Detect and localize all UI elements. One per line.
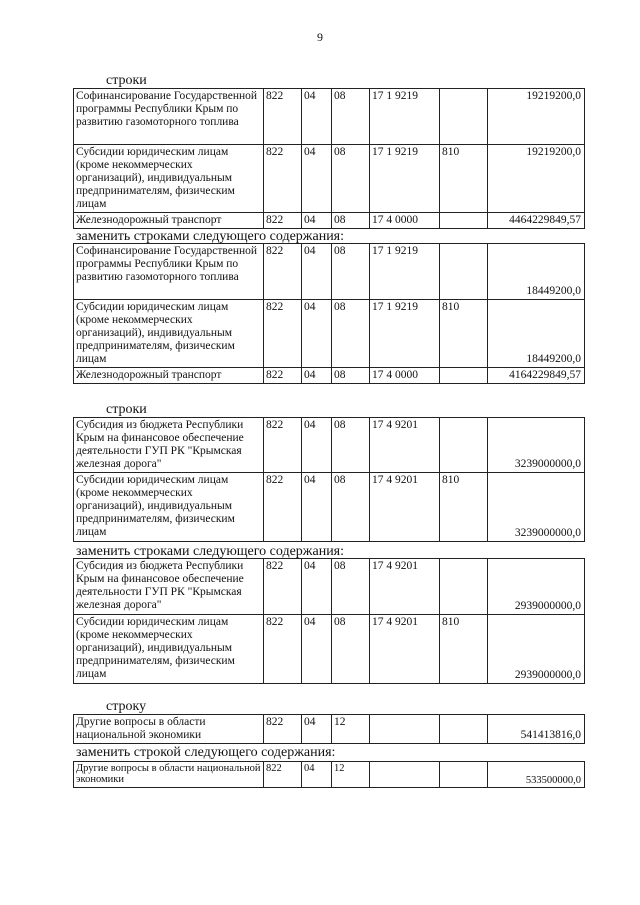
amount: 2939000000,0 bbox=[488, 559, 585, 615]
department-code: 822 bbox=[264, 213, 302, 229]
subsection-code: 08 bbox=[332, 473, 370, 542]
amount: 533500000,0 bbox=[488, 762, 585, 788]
table-row bbox=[74, 213, 585, 229]
target-article-code: 17 4 0000 bbox=[370, 368, 440, 384]
item-name: Субсидия из бюджета Республики Крым на финансовое обеспечение деятельности ГУП РК "Крымская железная дорога" bbox=[74, 559, 264, 615]
expense-type-code bbox=[440, 244, 488, 300]
department-code: 822 bbox=[264, 762, 302, 788]
section-label: строку bbox=[106, 699, 147, 714]
item-name: Субсидии юридическим лицам (кроме некоммерческих организаций), индивидуальным предпринимателям, физическим лицам bbox=[74, 300, 264, 368]
subsection-code: 08 bbox=[332, 615, 370, 684]
subsection-code: 08 bbox=[332, 89, 370, 145]
amount: 4464229849,57 bbox=[488, 213, 585, 229]
department-code: 822 bbox=[264, 368, 302, 384]
amount: 4164229849,57 bbox=[488, 368, 585, 384]
amount: 3239000000,0 bbox=[488, 473, 585, 542]
expense-type-code: 810 bbox=[440, 615, 488, 684]
amount: 2939000000,0 bbox=[488, 615, 585, 684]
section-code: 04 bbox=[302, 715, 332, 744]
expense-type-code: 810 bbox=[440, 300, 488, 368]
expense-type-code bbox=[440, 89, 488, 145]
expense-type-code: 810 bbox=[440, 145, 488, 213]
subsection-code: 08 bbox=[332, 300, 370, 368]
target-article-code: 17 4 0000 bbox=[370, 213, 440, 229]
budget-table bbox=[73, 761, 585, 788]
expense-type-code bbox=[440, 418, 488, 473]
table-row bbox=[74, 300, 585, 368]
section-code: 04 bbox=[302, 244, 332, 300]
target-article-code bbox=[370, 715, 440, 744]
section-code: 04 bbox=[302, 368, 332, 384]
item-name: Софинансирование Государственной программы Республики Крым по развитию газомоторного топлива bbox=[74, 89, 264, 145]
table-row bbox=[74, 559, 585, 615]
section-code: 04 bbox=[302, 559, 332, 615]
expense-type-code: 810 bbox=[440, 473, 488, 542]
department-code: 822 bbox=[264, 615, 302, 684]
item-name: Субсидии юридическим лицам (кроме некоммерческих организаций), индивидуальным предпринимателям, физическим лицам bbox=[74, 145, 264, 213]
target-article-code: 17 4 9201 bbox=[370, 559, 440, 615]
expense-type-code bbox=[440, 368, 488, 384]
table-row bbox=[74, 615, 585, 684]
amount: 18449200,0 bbox=[488, 244, 585, 300]
target-article-code: 17 1 9219 bbox=[370, 300, 440, 368]
section-code: 04 bbox=[302, 418, 332, 473]
budget-table bbox=[73, 88, 585, 229]
subsection-code: 08 bbox=[332, 244, 370, 300]
target-article-code: 17 4 9201 bbox=[370, 615, 440, 684]
section-code: 04 bbox=[302, 145, 332, 213]
item-name: Железнодорожный транспорт bbox=[74, 213, 264, 229]
department-code: 822 bbox=[264, 418, 302, 473]
table-row bbox=[74, 473, 585, 542]
department-code: 822 bbox=[264, 89, 302, 145]
subsection-code: 12 bbox=[332, 715, 370, 744]
table-row bbox=[74, 89, 585, 145]
amount: 19219200,0 bbox=[488, 89, 585, 145]
expense-type-code bbox=[440, 559, 488, 615]
subsection-code: 08 bbox=[332, 559, 370, 615]
table-row bbox=[74, 244, 585, 300]
section-label: заменить строками следующего содержания: bbox=[76, 544, 345, 559]
department-code: 822 bbox=[264, 473, 302, 542]
item-name: Железнодорожный транспорт bbox=[74, 368, 264, 384]
subsection-code: 08 bbox=[332, 145, 370, 213]
department-code: 822 bbox=[264, 145, 302, 213]
expense-type-code bbox=[440, 715, 488, 744]
amount: 18449200,0 bbox=[488, 300, 585, 368]
table-row bbox=[74, 418, 585, 473]
section-code: 04 bbox=[302, 762, 332, 788]
department-code: 822 bbox=[264, 300, 302, 368]
expense-type-code bbox=[440, 762, 488, 788]
department-code: 822 bbox=[264, 244, 302, 300]
amount: 3239000000,0 bbox=[488, 418, 585, 473]
target-article-code: 17 1 9219 bbox=[370, 244, 440, 300]
item-name: Субсидии юридическим лицам (кроме некоммерческих организаций), индивидуальным предпринимателям, физическим лицам bbox=[74, 615, 264, 684]
section-code: 04 bbox=[302, 473, 332, 542]
subsection-code: 08 bbox=[332, 368, 370, 384]
item-name: Другие вопросы в области национальной экономики bbox=[74, 715, 264, 744]
section-label: заменить строкой следующего содержания: bbox=[76, 745, 336, 760]
section-label: строки bbox=[106, 73, 147, 88]
subsection-code: 08 bbox=[332, 213, 370, 229]
amount: 541413816,0 bbox=[488, 715, 585, 744]
budget-table bbox=[73, 243, 585, 384]
section-code: 04 bbox=[302, 213, 332, 229]
item-name: Субсидия из бюджета Республики Крым на финансовое обеспечение деятельности ГУП РК "Крымская железная дорога" bbox=[74, 418, 264, 473]
section-label: заменить строками следующего содержания: bbox=[76, 229, 345, 244]
target-article-code: 17 1 9219 bbox=[370, 145, 440, 213]
amount: 19219200,0 bbox=[488, 145, 585, 213]
department-code: 822 bbox=[264, 715, 302, 744]
target-article-code: 17 4 9201 bbox=[370, 418, 440, 473]
target-article-code: 17 1 9219 bbox=[370, 89, 440, 145]
target-article-code bbox=[370, 762, 440, 788]
table-row bbox=[74, 762, 585, 788]
table-row bbox=[74, 368, 585, 384]
item-name: Субсидии юридическим лицам (кроме некоммерческих организаций), индивидуальным предпринимателям, физическим лицам bbox=[74, 473, 264, 542]
section-label: строки bbox=[106, 402, 147, 417]
section-code: 04 bbox=[302, 300, 332, 368]
section-code: 04 bbox=[302, 89, 332, 145]
budget-table bbox=[73, 417, 585, 542]
budget-table bbox=[73, 558, 585, 684]
target-article-code: 17 4 9201 bbox=[370, 473, 440, 542]
page-number: 9 bbox=[317, 30, 323, 44]
budget-table bbox=[73, 714, 585, 744]
expense-type-code bbox=[440, 213, 488, 229]
item-name: Другие вопросы в области национальной экономики bbox=[74, 762, 264, 788]
table-row bbox=[74, 715, 585, 744]
subsection-code: 08 bbox=[332, 418, 370, 473]
table-row bbox=[74, 145, 585, 213]
item-name: Софинансирование Государственной программы Республики Крым по развитию газомоторного топлива bbox=[74, 244, 264, 300]
department-code: 822 bbox=[264, 559, 302, 615]
section-code: 04 bbox=[302, 615, 332, 684]
subsection-code: 12 bbox=[332, 762, 370, 788]
